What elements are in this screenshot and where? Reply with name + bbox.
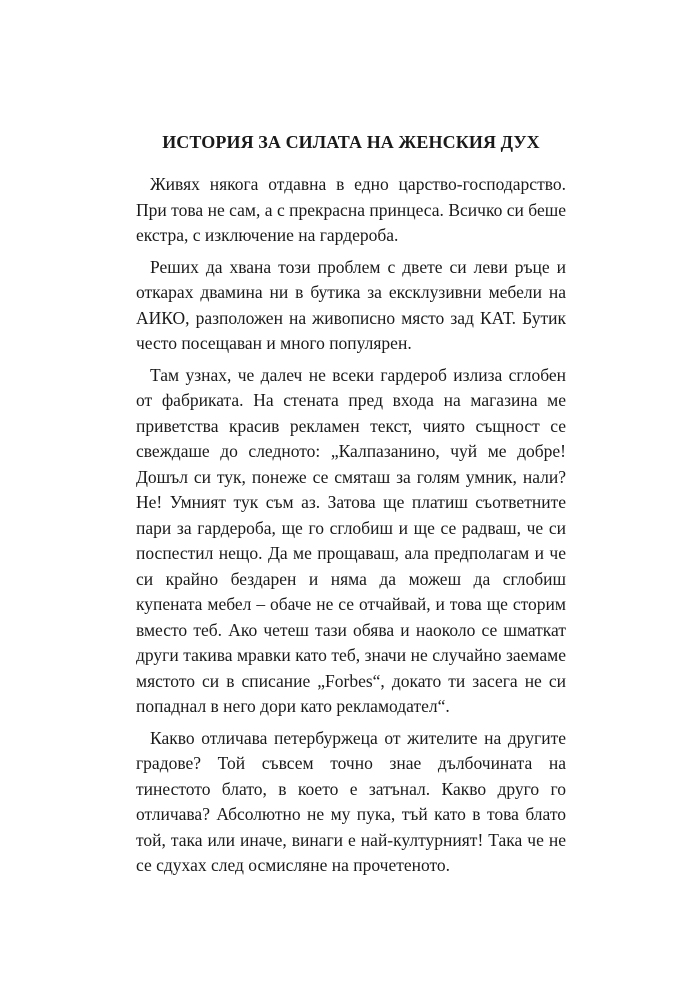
page-title: ИСТОРИЯ ЗА СИЛАТА НА ЖЕНСКИЯ ДУХ bbox=[162, 132, 540, 152]
paragraph-1: Живях някога отдавна в едно царство-господарство. При това не сам, а с прекрасна принцеса. Всичко си беше екстра, с изключение на гардероба. bbox=[136, 174, 566, 245]
paragraph-3: Там узнах, че далеч не всеки гардероб излиза сглобен от фабриката. На стената пред входа на магазина ме приветства красив рекламен текст, чиято същност се свеждаше до следното: „Калпазанино, чуй ме добре! Дошъл си тук, понеже се смяташ за голям умник, нали? Не! Умният тук съм аз. Затова ще платиш съответните пари за гардероба, ще го сглобиш и ще се радваш, че си поспестил нещо. Да ме прощаваш, ала предполагам и че си крайно бездарен и няма да можеш да сглобиш купената мебел – обаче не се отчайвай, и това ще сторим вместо теб. Ако четеш тази обява и наоколо се шматкат други такива мравки като теб, значи не случайно заемаме мястото си в списание „Forbes“, докато ти засега не си попаднал в него дори като рекламодател“. bbox=[136, 364, 566, 716]
paragraph-2: Реших да хвана този проблем с двете си леви ръце и откарах двамина ни в бутика за ексклузивни мебели на АИКО, разположен на живописно място зад КАТ. Бутик често посещаван и много популярен. bbox=[136, 256, 566, 353]
paragraph-4: Какво отличава петербуржеца от жителите на другите градове? Той съвсем точно знае дълбочината на тинестото блато, в което е затънал. Какво друго го отличава? Абсолютно не му пука, тъй като в това блато той, така или иначе, винаги е най-културният! Така че не се сдухах след осмисляне на прочетеното. bbox=[136, 727, 566, 875]
text-block bbox=[136, 130, 566, 885]
